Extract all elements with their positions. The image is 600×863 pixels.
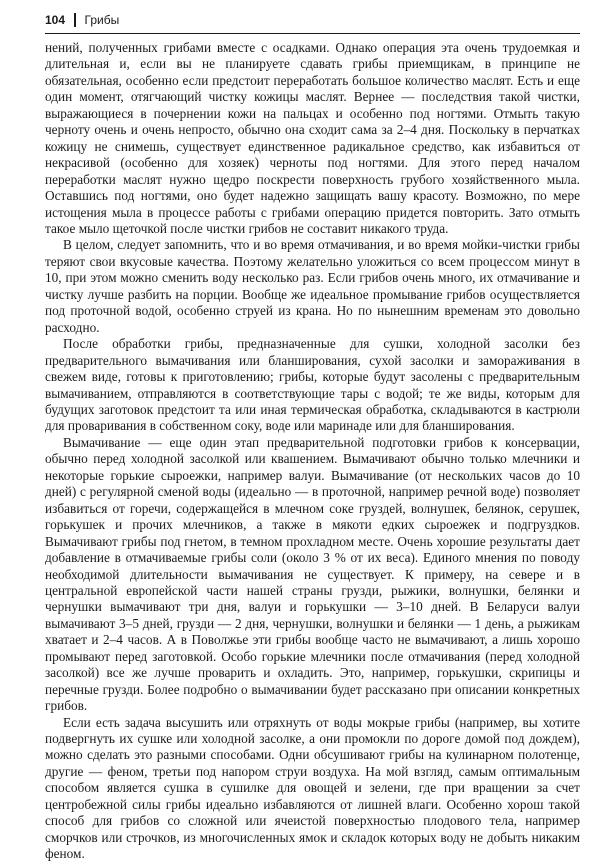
- paragraph-5: Если есть задача высушить или отряхнуть от воды мокрые грибы (например, вы хотите подвергнуть их сушке или холодной засолке, а они промокли по дороге домой под дождем), можно сделать это разными способами. Одни обсушивают грибы на кулинарном полотенце, другие — феном, третьи под напором струи воздуха. На мой взгляд, самым оптимальным способом является сушка в сушилке для овощей и зелени, где при вращении за счет центробежной силы грибы идеально избавляются от лишней влаги. Особенно хорош такой способ для грибов со сложной или ячеистой поверхностью плодового тела, например сморчков или строчков, из многочисленных ямок и складок которых воду не добыть никаким феном.: [45, 714, 580, 862]
- paragraph-2: В целом, следует запомнить, что и во время отмачивания, и во время мойки-чистки грибы теряют свои вкусовые качества. Поэтому желательно уложиться со всем процессом минут в 10, при этом можно сменить воду несколько раз. Если грибов очень много, их отмачивание и чистку лучше разбить на порции. Вообще же идеальное промывание грибов осуществляется под проточной водой, особенно струей из крана. Но по нынешним временам это довольно расходно.: [45, 237, 580, 335]
- paragraph-3: После обработки грибы, предназначенные для сушки, холодной засолки без предварительного вымачивания или бланширования, сухой засолки и замораживания в свежем виде, готовы к приготовлению; грибы, которые будут засолены с предварительным вымачиванием, отправляются в соответствующие тары с водой; те же виды, которым для будущих заготовок предстоит та или иная термическая обработка, складываются в кастрюли для проваривания в собственном соку, воде или маринаде или для бланширования.: [45, 336, 580, 434]
- body-text: [45, 40, 580, 863]
- section-title: Грибы: [84, 13, 120, 27]
- running-head: [45, 10, 580, 30]
- header-separator: [74, 13, 76, 27]
- paragraph-4: Вымачивание — еще один этап предварительной подготовки грибов к консервации, обычно перед холодной засолкой или квашением. Вымачивают обычно только млечники и некоторые горькие сыроежки, например валуи. Вымачивание (от нескольких часов до 10 дней) с регулярной сменой воды (идеально — в проточной, например речной воде) позволяет избавиться от горечи, содержащейся в млечном соке груздей, волнушек, белянок, серушек, горькушек и прочих млечников, а также в мякоти едких сыроежек и подгруздков. Вымачивают грибы под гнетом, в темном прохладном месте. Очень хорошие результаты дает добавление в отмачиваемые грибы соли (около 3 % от их веса). Единого мнения по поводу необходимой длительности вымачивания не существует. К примеру, на севере и в центральной европейской части нашей страны грузди, рыжики, волнушки, белянки и чернушки вымачивают три дня, валуи и горькушки — 3–10 дней. В Беларуси валуи вымачивают 3–5 дней, грузди — 2 дня, чернушки, волнушки и белянки — 1 день, а рыжикам хватает и 2–4 часов. А в Поволжье эти грибы вообще часто не вымачивают, а лишь хорошо промывают перед заготовкой. Особо горькие млечники после отмачивания (перед холодной засолкой) все же лучше проварить и охладить. Это, например, горькушки, скрипицы и перечные грузди. Более подробно о вымачивании будет рассказано при описании конкретных грибов.: [45, 434, 580, 714]
- page-number: 104: [45, 13, 66, 27]
- header-rule: [45, 33, 580, 34]
- paragraph-1: нений, полученных грибами вместе с осадками. Однако операция эта очень трудоемкая и длительная и, если вы не планируете сдавать грибы приемщикам, в принципе не обязательная, особенно если предстоит переработать большое количество маслят. Есть и еще один момент, отягчающий чистку кожицы маслят. Вернее — последствия такой чистки, выражающиеся в почернении кожи на пальцах и особенно под ногтями. Отмыть такую черноту очень и очень непросто, обычно она сходит сама за 2–4 дня. Поскольку в перчатках кожицу не снимешь, существует единственное радикальное средство, как избавиться от некрасивой (особенно для хозяек) черноты под ногтями. Для этого перед началом переработки маслят нужно щедро поскрести поверхность грубого хозяйственного мыла. Оставшись под ногтями, оно будет надежно защищать вашу красоту. Возможно, по мере истощения мыла в процессе работы с грибами операцию придется повторить. Зато отмыть такое мыло щеточкой после чистки грибов не составит никакого труда.: [45, 40, 580, 236]
